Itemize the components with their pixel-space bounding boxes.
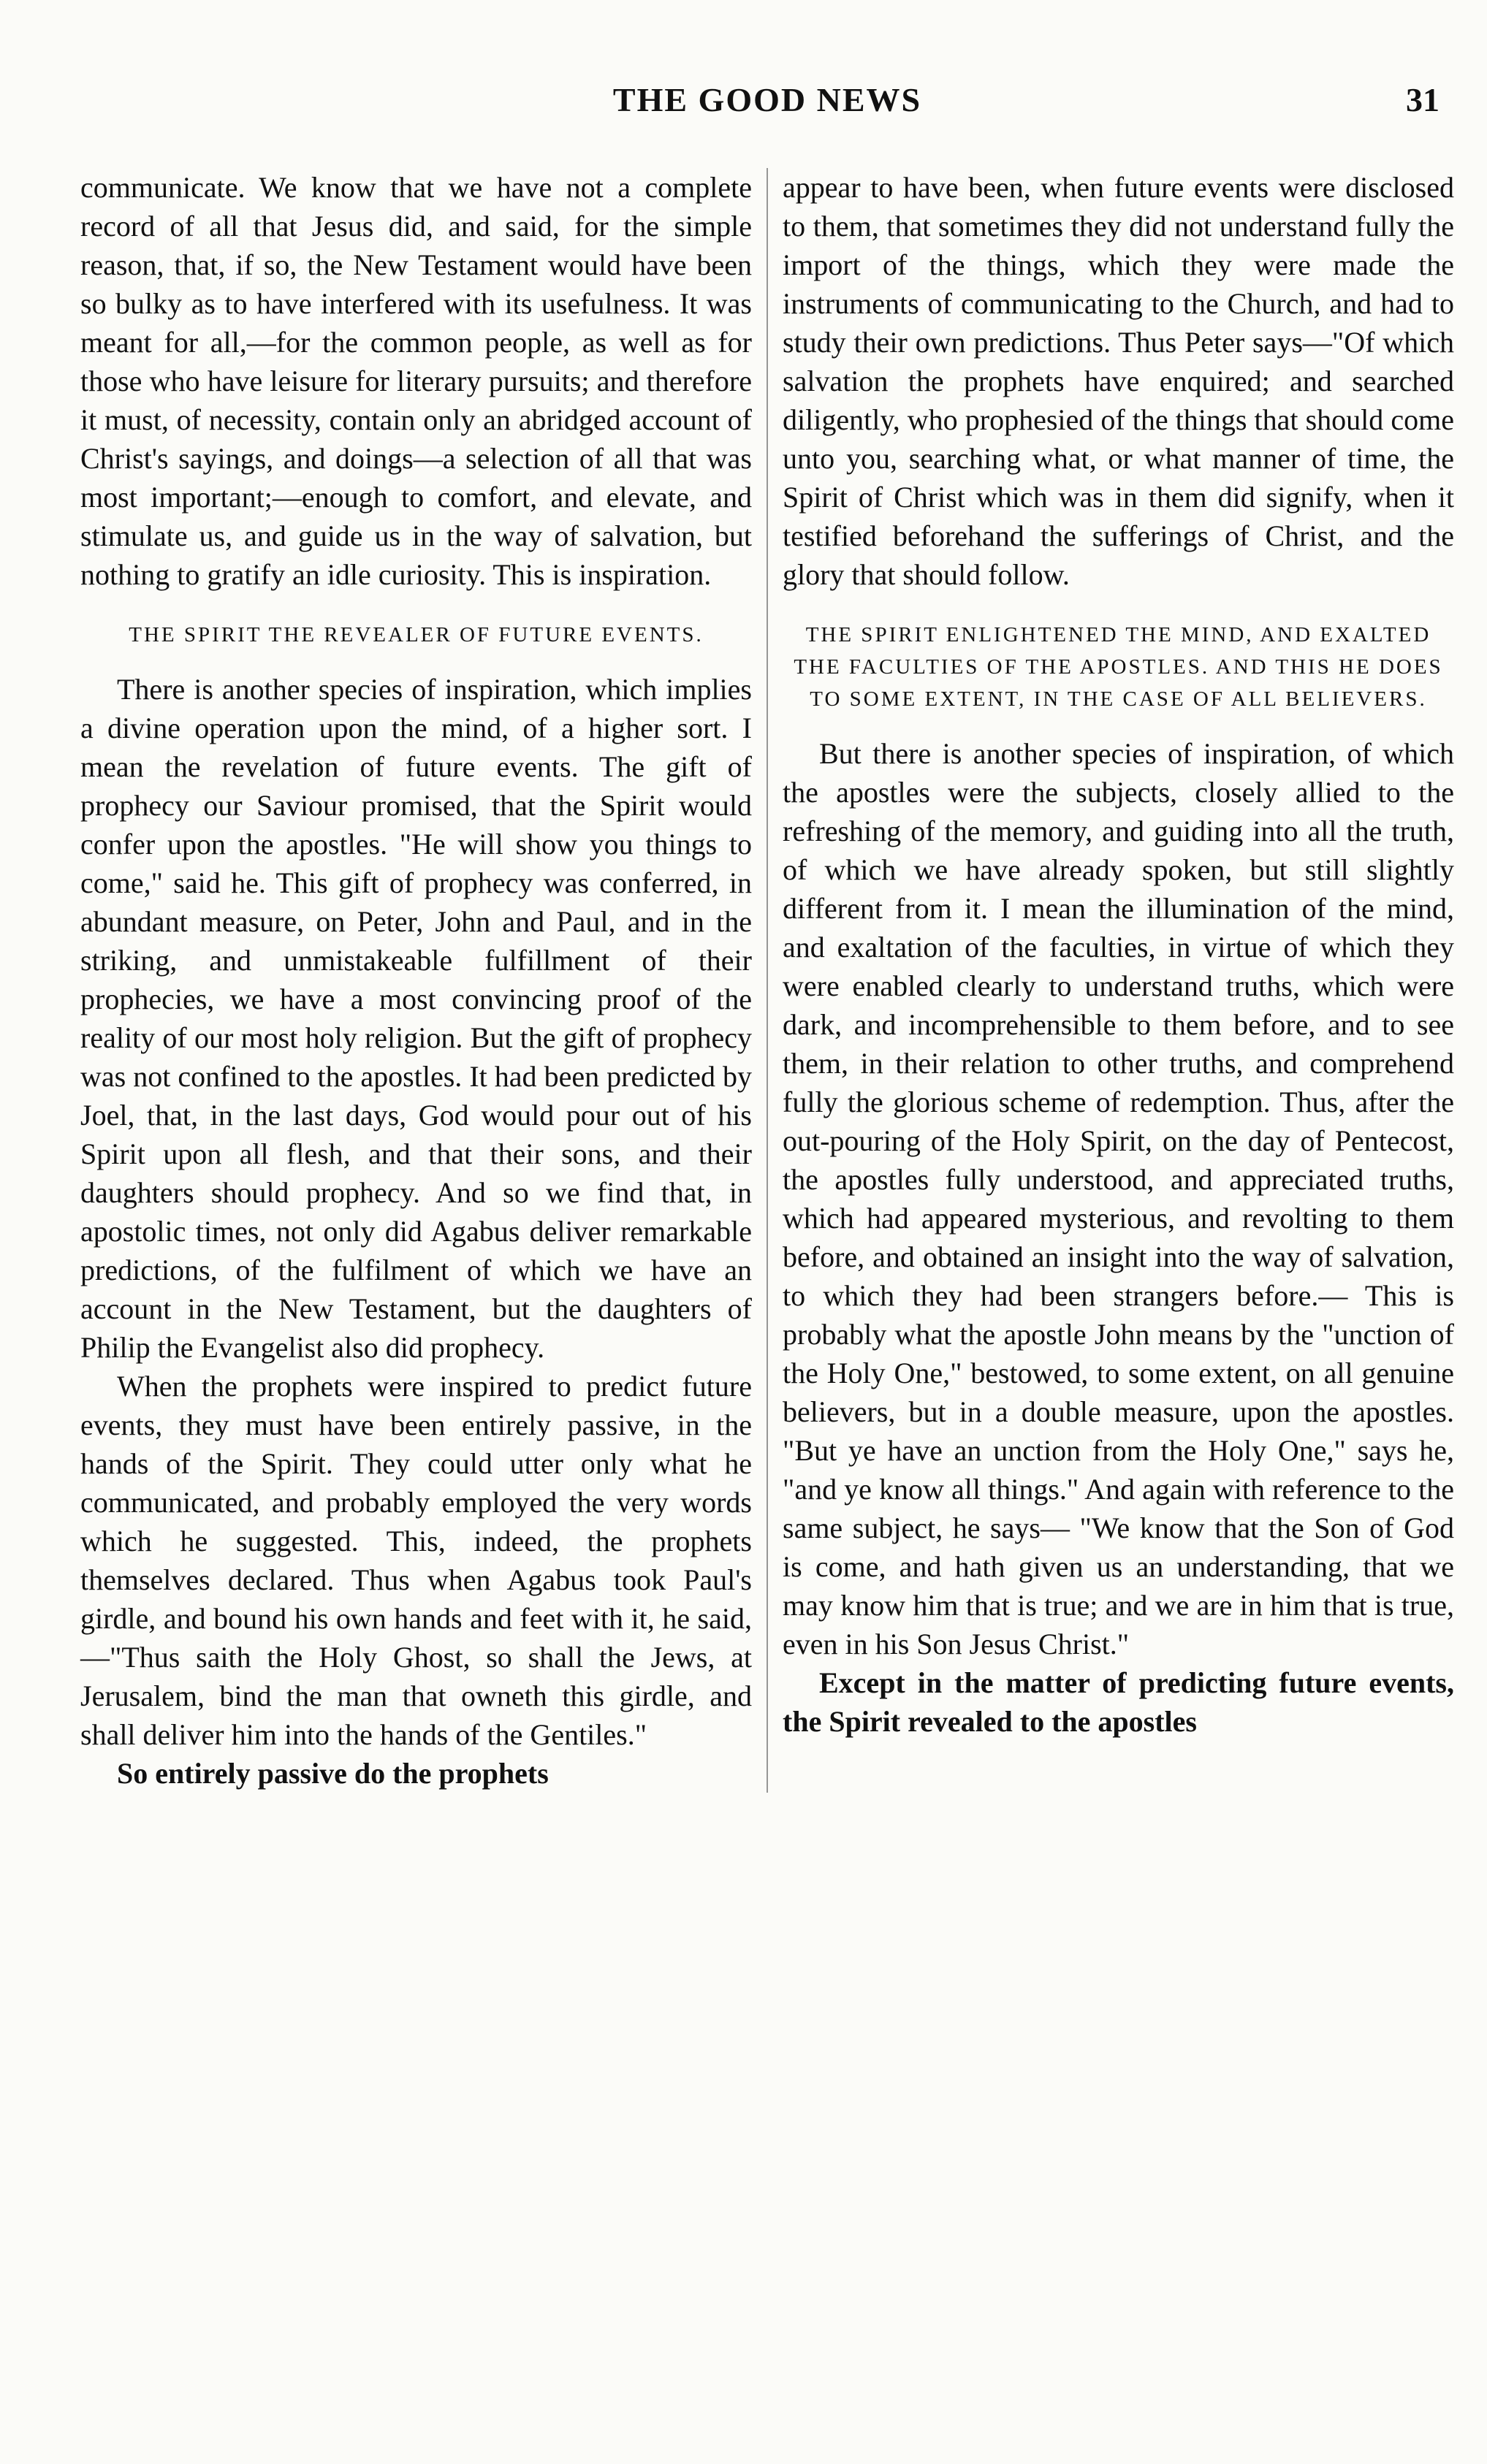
left-column [80, 168, 767, 1793]
text-columns [80, 168, 1454, 1793]
running-head [80, 80, 1454, 139]
paragraph: communicate. We know that we have not a complete record of all that Jesus did, and said, for the simple reason, that, if so, the New Testament would have been so bulky as to have interfered with its usefulness. It was meant for all,—for the common people, as well as for those who have leisure for literary pursuits; and therefore it must, of necessity, contain only an abridged account of Christ's sayings, and doings—a selection of all that was most important;—enough to comfort, and elevate, and stimulate us, and guide us in the way of salvation, but nothing to gratify an idle curiosity. This is inspiration. [80, 171, 752, 591]
paragraph: So entirely passive do the prophets [117, 1757, 549, 1790]
paragraph: Except in the matter of predicting future events, the Spirit revealed to the apostles [783, 1666, 1454, 1738]
paragraph: There is another species of inspiration, which implies a divine operation upon the mind, of a higher sort. I mean the revelation of future events. The gift of prophecy our Saviour promised, that the Spirit would confer upon the apostles. "He will show you things to come," said he. This gift of prophecy was conferred, in abundant measure, on Peter, John and Paul, and in the striking, and unmistakeable fulfillment of their prophecies, we have a most convincing proof of the reality of our most holy religion. But the gift of prophecy was not confined to the apostles. It had been predicted by Joel, that, in the last days, God would pour out of his Spirit upon all flesh, and that their sons, and their daughters should prophecy. And so we find that, in apostolic times, not only did Agabus deliver remarkable predictions, of the fulfilment of which we have an account in the New Testament, but the daughters of Philip the Evangelist also did prophecy. [80, 673, 752, 1364]
page [80, 80, 1454, 2389]
right-column [768, 168, 1454, 1793]
paragraph: appear to have been, when future events were disclosed to them, that sometimes they did not understand fully the import of the things, which they were made the instruments of communicating to the Church, and had to study their own predictions. Thus Peter says—"Of which salvation the prophets have enquired; and searched diligently, who prophesied of the things that should come unto you, searching what, or what manner of time, the Spirit of Christ which was in them did signify, when it testified beforehand the sufferings of Christ, and the glory that should follow. [783, 171, 1454, 591]
page-number: 31 [1406, 81, 1440, 118]
column-divider [767, 168, 768, 1793]
paragraph: When the prophets were inspired to predict future events, they must have been entirely passive, in the hands of the Spirit. They could utter only what he communicated, and probably employed the very words which he suggested. This, indeed, the prophets themselves declared. Thus when Agabus took Paul's girdle, and bound his own hands and feet with it, he said,—"Thus saith the Holy Ghost, so shall the Jews, at Jerusalem, bind the man that owneth this girdle, and shall deliver him into the hands of the Gentiles." [80, 1370, 752, 1751]
running-title: THE GOOD NEWS [612, 81, 922, 118]
section-heading: THE SPIRIT THE REVEALER OF FUTURE EVENTS. [129, 623, 704, 646]
paragraph: But there is another species of inspiration, of which the apostles were the subjects, closely allied to the refreshing of the memory, and guiding into all the truth, of which we have already spoken, but still slightly different from it. I mean the illumination of the mind, and exaltation of the faculties, in virtue of which they were enabled clearly to understand truths, which were dark, and incomprehensible to them before, and to see them, in their relation to other truths, and comprehend fully the glorious scheme of redemption. Thus, after the out-pouring of the Holy Spirit, on the day of Pentecost, the apostles fully understood, and appreciated truths, which had appeared mysterious, and revolting to them before, and obtained an insight into the way of salvation, to which they had been strangers before.— This is probably what the apostle John means by the "unction of the Holy One," bestowed, to some extent, on all genuine believers, but in a double measure, upon the apostles. "But ye have an unction from the Holy One," says he, "and ye know all things." And again with reference to the same subject, he says— "We know that the Son of God is come, and hath given us an understanding, that we may know him that is true; and we are in him that is true, even in his Son Jesus Christ." [783, 737, 1454, 1660]
section-heading: THE SPIRIT ENLIGHTENED THE MIND, AND EXALTED THE FACULTIES OF THE APOSTLES. AND THIS HE DOES TO SOME EXTENT, IN THE CASE OF ALL BELIEVERS. [794, 623, 1443, 711]
